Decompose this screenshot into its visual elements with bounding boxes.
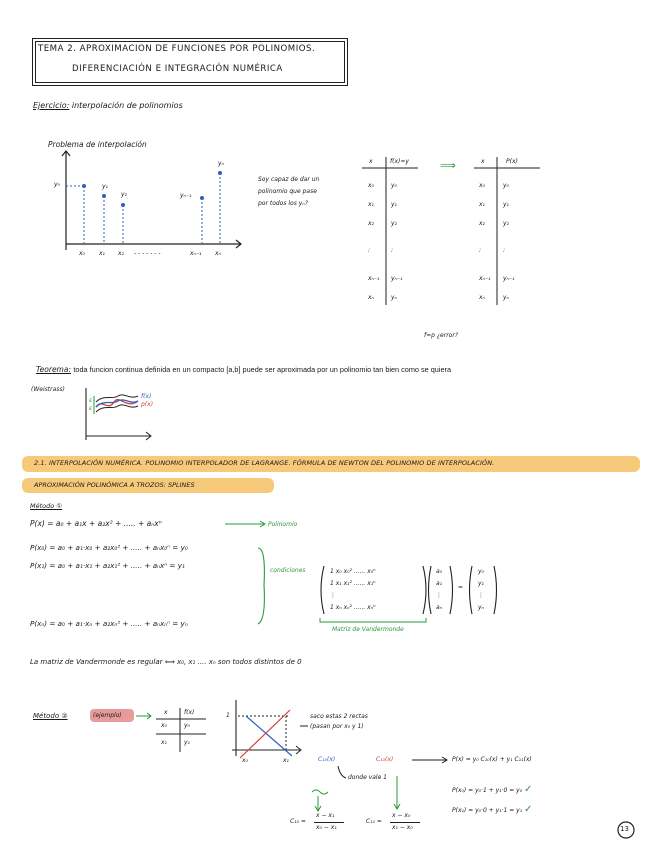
c10-denominator: x₀ − x₁ [316, 824, 337, 831]
implies-arrow: ⟹ [440, 159, 456, 172]
y1-label: y₁ [102, 183, 108, 190]
xn-label: xₙ [215, 250, 221, 257]
x0-label: x₀ [79, 250, 85, 257]
matrix-row-1: 1 x₁ x₁² ...... x₁ⁿ [330, 580, 376, 587]
t1-x0: x₀ [368, 182, 374, 189]
t2-xn1: xₙ₋₁ [479, 275, 491, 282]
c10-formula-lhs: C₁₀ = [290, 818, 306, 825]
theorem-author: (Weistrass) [31, 386, 65, 393]
matrix-row-n: 1 xₙ xₙ² ...... xₙⁿ [330, 604, 376, 611]
coef-an: aₙ [436, 604, 443, 611]
matrix-row-0: 1 x₀ x₀² ...... x₀ⁿ [330, 568, 376, 575]
t2-yn: yₙ [503, 294, 509, 301]
plot-one-label: 1 [226, 712, 230, 719]
t2-x1: x₁ [479, 201, 485, 208]
lines-note-2: (pasan por x₀ y 1) [310, 723, 364, 730]
table2-y-col [503, 176, 515, 307]
t2-y0: y₀ [503, 182, 509, 189]
c11-numerator: x − x₀ [392, 812, 411, 819]
theorem-label: Teorema: [36, 365, 71, 374]
x1-label: x₁ [99, 250, 105, 257]
check-mark-icon: ✓ [524, 804, 533, 815]
polinomio-note: Polinomio [268, 521, 298, 528]
method1-eqn: P(xₙ) = a₀ + a₁·xₙ + a₂xₙ² + ..... + aₙxₙⁿ = yₙ [30, 619, 188, 628]
m2-y1: y₁ [184, 739, 190, 746]
plot-x0-label: x₀ [242, 757, 248, 764]
conditions-note: condiciones [270, 567, 306, 574]
yn-label: yₙ [218, 160, 224, 167]
yv-dots: ⋮ [478, 592, 484, 599]
question-line-2: polinomio que pase [258, 188, 317, 195]
title-line-2: DIFERENCIACIÓN E INTEGRACIÓN NUMÉRICA [72, 64, 283, 74]
xn1-label: xₙ₋₁ [190, 250, 202, 257]
donde-note: donde vale 1 [348, 774, 387, 781]
dots-label: - - - - - - - [134, 250, 161, 257]
px1-equation [452, 804, 532, 815]
table1-x-col [368, 176, 380, 307]
t2-x2: x₂ [479, 220, 485, 227]
method1-eq0: P(x₀) = a₀ + a₁·x₀ + a₂x₀² + ..... + aₙx₀ⁿ = y₀ [30, 543, 188, 552]
t1-xn: xₙ [368, 294, 374, 301]
yv-n: yₙ [478, 604, 484, 611]
check-mark-icon: ✓ [524, 784, 533, 795]
t2-ydots: : [503, 247, 506, 254]
theorem-fx: f(x) [141, 393, 152, 400]
y0-label: y₀ [54, 181, 60, 188]
vandermonde-matrix [330, 566, 376, 614]
eps-top: ε [89, 397, 93, 404]
t2-xdots: : [479, 247, 482, 254]
vandermonde-label: Matriz de Vandermonde [332, 626, 404, 633]
t1-x2: x₂ [368, 220, 374, 227]
t1-y1: y₁ [391, 201, 397, 208]
m2-x0: x₀ [161, 722, 167, 729]
subsection-heading: APROXIMACIÓN POLINÓMICA A TROZOS: SPLINES [34, 481, 195, 489]
question-text [258, 174, 319, 210]
c10-label: C₁₀(x) [318, 756, 336, 763]
vandermonde-statement: La matriz de Vandermonde es regular ⟺ x₀, x₁ .... xₙ son todos distintos de 0 [30, 658, 302, 666]
x2-label: x₂ [118, 250, 124, 257]
yv-1: y₁ [478, 580, 484, 587]
t1-yn: yₙ [391, 294, 397, 301]
problem-title: Problema de interpolación [48, 140, 147, 149]
matrix-row-dots: ⋮ [330, 592, 336, 599]
c11-fraction-bar [390, 822, 420, 823]
method2-label: Método ② [33, 712, 68, 720]
coef-vector [436, 566, 442, 614]
t2-y2: y₂ [503, 220, 509, 227]
title-line-1: TEMA 2. APROXIMACION DE FUNCIONES POR POLINOMIOS. [38, 44, 316, 54]
plot-x1-label: x₁ [283, 757, 289, 764]
c10-numerator: x − x₁ [316, 812, 335, 819]
method1-eq1: P(x₁) = a₀ + a₁·x₁ + a₂x₁² + ..... + aₙxⁿ = y₁ [30, 561, 185, 570]
m2-x1: x₁ [161, 739, 167, 746]
section-heading: 2.1. INTERPOLACIÓN NUMÉRICA. POLINOMIO INTERPOLADOR DE LAGRANGE. FÓRMULA DE NEWTON DEL POLINOMIO DE INTERPOLACIÓN. [34, 459, 495, 467]
lines-note-1: saco estas 2 rectas [310, 713, 368, 720]
coef-dots: ⋮ [436, 592, 442, 599]
coef-a0: a₀ [436, 568, 443, 575]
theorem-text: toda funcion continua definida en un compacto [a,b] puede ser aproximada por un polinomio tan bien como se quiera [73, 365, 452, 374]
t1-x1: x₁ [368, 201, 374, 208]
t2-y1: y₁ [503, 201, 509, 208]
px1-text: P(x₁) = y₀·0 + y₁·1 = y₁ [452, 807, 523, 814]
method2-example: (ejemplo) [93, 712, 122, 719]
eps-bottom: ε [89, 405, 93, 412]
yv-0: y₀ [478, 568, 484, 575]
table1-header-f: f(x)≈y [390, 158, 409, 165]
question-line-3: por todos los yₙ? [258, 200, 308, 207]
coef-a1: a₁ [436, 580, 443, 587]
y2-label: y₂ [121, 191, 127, 198]
table2-header-x: x [481, 158, 485, 165]
t1-xdots: : [368, 247, 371, 254]
t1-ydots: : [391, 247, 394, 254]
table2-header-p: P(x) [506, 158, 518, 165]
t1-y0: y₀ [391, 182, 397, 189]
px0-equation [452, 784, 532, 795]
table1-y-col [391, 176, 403, 307]
yn1-label: yₙ₋₁ [180, 192, 192, 199]
lines-note [310, 712, 368, 732]
y-vector [478, 566, 484, 614]
page-number: 13 [620, 825, 629, 833]
method1-label: Método ① [30, 502, 63, 510]
t1-yn1: yₙ₋₁ [391, 275, 403, 282]
px0-text: P(x₀) = y₀·1 + y₁·0 = y₀ [452, 787, 523, 794]
t2-x0: x₀ [479, 182, 485, 189]
method1-eq-general: P(x) = a₀ + a₁x + a₂x² + ..... + aₙxⁿ [30, 519, 162, 528]
m2-table-header-f: f(x) [184, 709, 195, 716]
m2-y0: y₀ [184, 722, 190, 729]
theorem-px: p(x) [141, 401, 154, 408]
t1-xn1: xₙ₋₁ [368, 275, 380, 282]
table1-header-x: x [369, 158, 373, 165]
px-equation: P(x) = y₀ C₁₀(x) + y₁ C₁₁(x) [452, 756, 532, 763]
matrix-equals: = [458, 584, 464, 591]
question-line-1: Soy capaz de dar un [258, 176, 320, 183]
t2-xn: xₙ [479, 294, 485, 301]
c11-formula-lhs: C₁₁ = [366, 818, 382, 825]
exercise-text: interpolación de polinomios [71, 101, 183, 110]
c11-label: C₁₁(x) [376, 756, 394, 763]
theorem-line [36, 365, 451, 374]
fp-error: f≈p ¿error? [424, 332, 458, 339]
t2-yn1: yₙ₋₁ [503, 275, 515, 282]
m2-table-header-x: x [164, 709, 168, 716]
table2-x-col [479, 176, 491, 307]
c10-fraction-bar [314, 822, 344, 823]
t1-y2: y₂ [391, 220, 397, 227]
c11-denominator: x₁ − x₀ [392, 824, 413, 831]
exercise-label: Ejercicio: [33, 101, 70, 110]
